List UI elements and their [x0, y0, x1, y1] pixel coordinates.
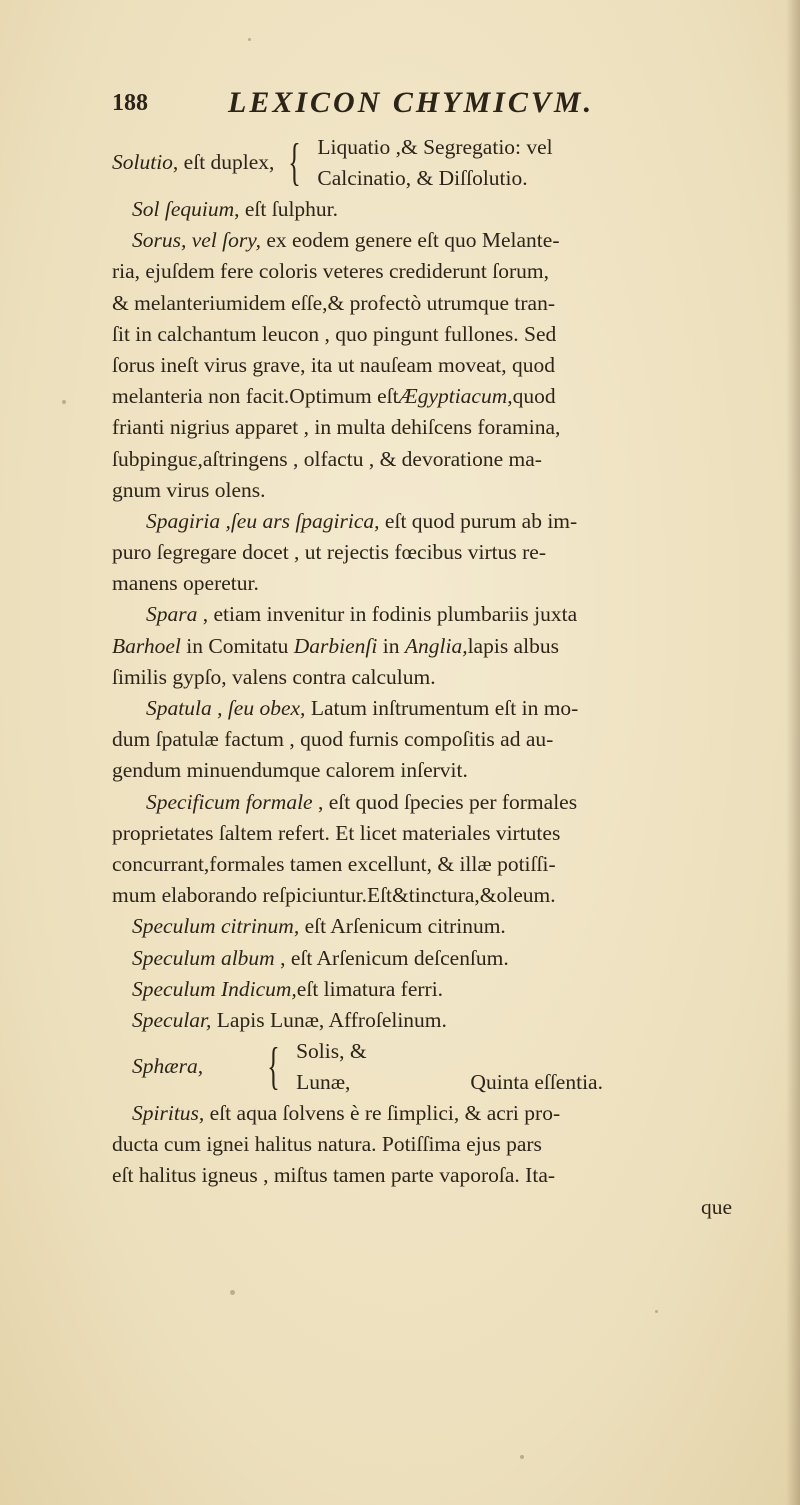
paper-speck — [230, 1290, 235, 1295]
entry-spagiria — [112, 506, 752, 537]
entry-term: Specificum formale — [146, 789, 313, 814]
place-name: Barhoel — [112, 633, 181, 658]
text-line: mum elaborando reſpiciuntur.Eſt&tinctura,&oleum. — [112, 883, 556, 908]
text-line: ſimilis gypſo, valens contra calculum. — [112, 664, 436, 689]
text-line: ſorus ineſt virus grave, ita ut nauſeam moveat, quod — [112, 352, 556, 377]
text-line: ria, ejuſdem fere coloris veteres crediderunt ſorum, — [112, 259, 549, 284]
entry-term: Sorus — [132, 228, 181, 253]
brace-glyph: { — [267, 1038, 280, 1096]
paper-speck — [248, 38, 251, 41]
paper-speck — [655, 1310, 658, 1313]
text-line: ſit in calchantum leucon , quo pingunt fullones. Sed — [112, 321, 557, 346]
text-span: in — [377, 633, 405, 658]
entry-italic: Ægyptiacum — [398, 384, 508, 409]
text-span: in Comitatu — [180, 633, 294, 658]
page-number: 188 — [112, 90, 148, 116]
entry-term: Spara — [146, 602, 198, 627]
entry-term: Solutio — [112, 150, 173, 175]
entry-term: Speculum citrinum, — [132, 914, 300, 939]
branch-line: Liquatio ,& Segregatio: vel — [317, 135, 553, 159]
entry-sol — [112, 194, 752, 225]
entry-term: Spagiria — [146, 508, 221, 533]
text-line: dum ſpatulæ factum , quod furnis compoſitis ad au- — [112, 727, 554, 752]
text-line: concurrant,formales tamen excellunt, & illæ potiſſi- — [112, 851, 556, 876]
branch-line — [296, 1067, 603, 1098]
entry-sphaera — [112, 1036, 752, 1098]
entry-text: , eſt duplex, — [172, 150, 275, 175]
entry-variant: , vel ſory, — [180, 228, 261, 253]
entry-text: , eſt ſulphur. — [234, 197, 339, 221]
text-line: ducta cum ignei halitus natura. Potiſſima ejus pars — [112, 1132, 542, 1157]
entry-speculum-citrinum — [112, 911, 752, 942]
page-header — [112, 86, 740, 126]
entry-term: Specular, — [132, 1007, 212, 1032]
entry-text: ex eodem genere eſt quo Melante- — [261, 228, 560, 253]
running-title: LEXICON CHYMICVM. — [228, 86, 595, 119]
entry-text: eſt aqua ſolvens è re ſimplici, & acri pro- — [204, 1101, 561, 1126]
text-column — [112, 132, 752, 1223]
text-span: lapis albus — [467, 633, 559, 658]
text-span: melanteria non facit.Optimum eſt — [112, 384, 399, 409]
entry-specular — [112, 1005, 752, 1036]
entry-speculum-album — [112, 943, 752, 974]
paper-speck — [62, 400, 66, 404]
text-line: & melanteriumidem eſſe,& profectò utrumque tran- — [112, 290, 555, 315]
entry-text: eſt limatura ferri. — [296, 976, 444, 1001]
brace-glyph: { — [288, 134, 302, 191]
text-line: frianti nigrius apparet , in multa dehiſcens foramina, — [112, 415, 561, 440]
place-name: Darbienſi — [293, 633, 378, 658]
entry-spara — [112, 599, 752, 630]
entry-term: Sol ſequium — [132, 197, 235, 221]
page-edge-shadow — [786, 0, 800, 1505]
entry-text: eſt quod purum ab im- — [379, 508, 578, 533]
entry-term: Speculum album — [132, 945, 275, 970]
entry-term: Spatula — [146, 696, 212, 720]
entry-solutio — [112, 132, 752, 194]
entry-term: Sphæra, — [132, 1054, 204, 1079]
catchword: que — [700, 1194, 732, 1219]
text-line: manens operetur. — [112, 571, 259, 596]
text-line: gnum virus olens. — [112, 477, 266, 502]
entry-text: , eſt quod ſpecies per formales — [312, 789, 578, 814]
text-line — [112, 631, 752, 662]
text-line: puro ſegregare docet , ut rejectis fœcibus virtus re- — [112, 540, 547, 565]
text-line — [112, 381, 752, 412]
entry-term: Speculum Indicum, — [132, 976, 297, 1001]
text-line: gendum minuendumque calorem inſervit. — [112, 758, 468, 783]
text-span: ,quod — [507, 384, 556, 409]
entry-text: , etiam invenitur in fodinis plumbariis juxta — [197, 602, 578, 627]
entry-text: , eſt Arſenicum deſcenſum. — [274, 945, 509, 970]
text-line: proprietates ſaltem refert. Et licet materiales virtutes — [112, 820, 561, 845]
place-name: Anglia, — [404, 633, 468, 658]
entry-spatula — [112, 693, 752, 724]
entry-text: Latum inſtrumentum eſt in mo- — [305, 696, 579, 720]
text-line: eſt halitus igneus , miſtus tamen parte vaporoſa. Ita- — [112, 1163, 556, 1188]
entry-specificum — [112, 787, 752, 818]
entry-spiritus — [112, 1098, 752, 1129]
entry-text: eſt Arſenicum citrinum. — [299, 914, 506, 939]
paper-speck — [520, 1455, 524, 1459]
entry-term: Spiritus, — [132, 1101, 205, 1126]
branch-line: Solis, & — [296, 1039, 367, 1064]
entry-variant: ,ſeu ars ſpagirica, — [220, 508, 380, 533]
text-line: ſubpinguε,aſtringens , olfactu , & devoratione ma- — [112, 446, 542, 471]
entry-text: Lapis Lunæ, Affroſelinum. — [211, 1007, 447, 1032]
branch-line: Calcinatio, & Diſſolutio. — [317, 166, 528, 190]
entry-variant: , ſeu obex, — [211, 696, 306, 720]
entry-speculum-indicum — [112, 974, 752, 1005]
branch-result: Quinta eſſentia. — [470, 1070, 603, 1095]
branch-text: Lunæ, — [296, 1070, 351, 1095]
entry-sorus — [112, 225, 752, 256]
